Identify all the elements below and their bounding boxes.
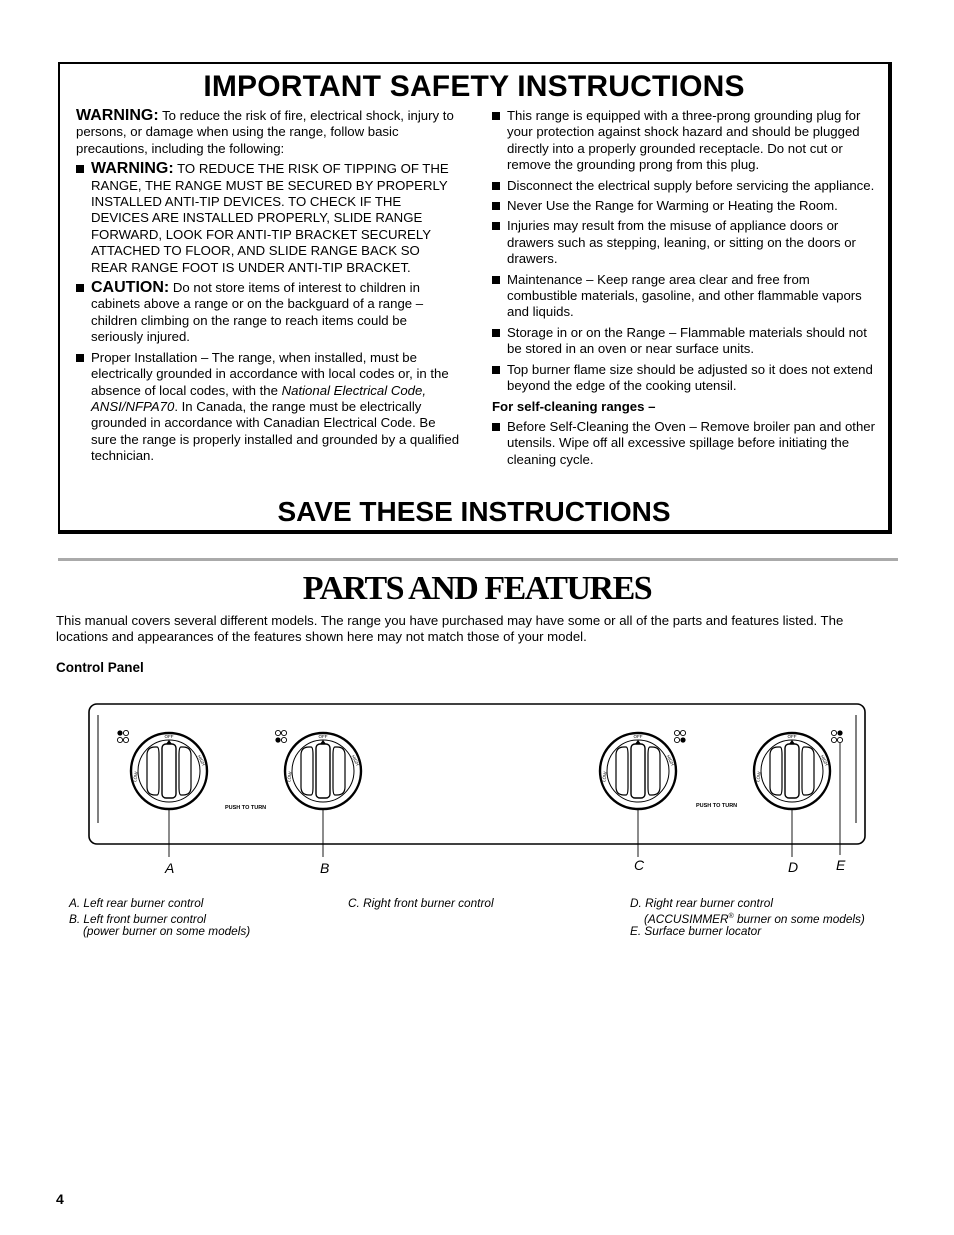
bullet-square-icon — [76, 284, 84, 292]
left-front-burner-knob[interactable] — [285, 733, 361, 809]
callout-lines-ext — [88, 845, 866, 859]
safety-bullet: Maintenance – Keep range area clear and free from combustible materials, gasoline, and other flammable vapors and liquids. — [492, 272, 876, 321]
callout-b: B — [320, 860, 330, 876]
bullet-square-icon — [492, 423, 500, 431]
knob-low-label: LOW — [755, 771, 762, 783]
callout-d: D — [788, 859, 799, 875]
right-rear-burner-knob[interactable] — [754, 733, 830, 809]
safety-title: IMPORTANT SAFETY INSTRUCTIONS — [203, 70, 745, 103]
bullet-square-icon — [492, 329, 500, 337]
caption-b: B. Left front burner control — [69, 912, 207, 926]
warning-intro: WARNING: To reduce the risk of fire, electrical shock, injury to persons, or damage when using the range, follow basic precautions, including the following: — [76, 107, 454, 156]
bullet-square-icon — [492, 202, 500, 210]
control-panel-diagram — [88, 703, 866, 845]
tip-warning-bullet: WARNING: TO REDUCE THE RISK OF TIPPING OF THE RANGE, THE RANGE MUST BE SECURED BY PROPERLY INSTALLED ANTI-TIP DEVICES. TO CHECK IF THE DEVICES ARE INSTALLED PROPERLY, SLIDE RANGE FORWARD, LOOK FOR ANTI-TIP BRACKET SECURELY ATTACHED TO FLOOR, AND SLIDE RANGE BACK SO REAR RANGE FOOT IS UNDER ANTI-TIP BRACKET. — [76, 161, 460, 276]
self-clean-heading: For self-cleaning ranges – — [492, 398, 656, 414]
knob-off-label: OFF — [787, 734, 797, 739]
bullet-square-icon — [492, 276, 500, 284]
caption-a: A. Left rear burner control — [69, 896, 204, 910]
knob-high-label: HIGH — [665, 754, 676, 767]
bullet-square-icon — [492, 222, 500, 230]
safety-instructions-box — [58, 62, 892, 534]
page-number: 4 — [56, 1191, 64, 1207]
caption-d: D. Right rear burner control — [630, 896, 773, 910]
section-divider — [58, 558, 898, 561]
safety-bullet: Top burner flame size should be adjusted so it does not extend beyond the edge of the cooking utensil. — [492, 362, 876, 395]
callout-a: A — [165, 860, 175, 876]
caption-c: C. Right front burner control — [348, 896, 494, 910]
safety-bullet: This range is equipped with a three-prong grounding plug for your protection against shock hazard and should be plugged directly into a properly grounded receptacle. Do not cut or remove the grounding prong from this plug. — [492, 108, 876, 174]
knob-low-label: LOW — [601, 771, 608, 783]
caption-d-note: (ACCUSIMMER® burner on some models) — [644, 911, 865, 926]
bullet-square-icon — [76, 165, 84, 173]
callout-c: C — [634, 857, 645, 873]
bullet-square-icon — [492, 112, 500, 120]
push-to-turn-label-left: PUSH TO TURN — [225, 805, 267, 811]
bullet-square-icon — [76, 354, 84, 362]
caption-b-note: (power burner on some models) — [83, 924, 251, 938]
push-to-turn-label-right: PUSH TO TURN — [696, 803, 738, 809]
safety-bullet: Storage in or on the Range – Flammable materials should not be stored in an oven or near surface units. — [492, 325, 876, 358]
save-instructions-title: SAVE THESE INSTRUCTIONS — [277, 496, 671, 527]
caution-bullet: CAUTION: Do not store items of interest to children in cabinets above a range or on the backguard of a range – children climbing on the range to reach items could be seriously injured. — [76, 280, 460, 346]
knob-low-label: LOW — [132, 771, 139, 783]
parts-intro: This manual covers several different models. The range you have purchased may have some or all of the parts and features listed. The locations and appearances of the features shown here may not match those of your model. — [56, 613, 844, 645]
safety-left-column — [76, 108, 460, 469]
knob-high-label: HIGH — [196, 754, 207, 767]
control-panel-heading: Control Panel — [56, 660, 144, 675]
knob-high-label: HIGH — [350, 754, 361, 767]
parts-title: PARTS AND FEATURES — [302, 570, 652, 607]
bullet-square-icon — [492, 366, 500, 374]
safety-bullet: Disconnect the electrical supply before servicing the appliance. — [492, 178, 876, 194]
knob-low-label: LOW — [286, 771, 293, 783]
knob-off-label: OFF — [633, 734, 643, 739]
safety-bullet: Never Use the Range for Warming or Heating the Room. — [492, 198, 876, 214]
safety-right-column — [492, 108, 876, 472]
callout-e: E — [836, 857, 846, 873]
safety-bullet: Injuries may result from the misuse of appliance doors or drawers such as stepping, leaning, or sitting on the doors or drawers. — [492, 218, 876, 267]
installation-bullet: Proper Installation – The range, when installed, must be electrically grounded in accordance with local codes or, in the absence of local codes, with the National Electrical Code, ANSI/NFPA70. In Canada, the range must be electrically grounded in accordance with Canadian Electrical Code. Be sure the range is properly installed and grounded by a qualified technician. — [76, 350, 460, 465]
knob-off-label: OFF — [164, 734, 174, 739]
caption-e: E. Surface burner locator — [630, 924, 762, 938]
knob-high-label: HIGH — [819, 754, 830, 767]
self-clean-bullet: Before Self-Cleaning the Oven – Remove broiler pan and other utensils. Wipe off all excessive spillage before initiating the cleaning cycle. — [492, 419, 876, 468]
right-front-burner-knob[interactable] — [600, 733, 676, 809]
left-rear-burner-knob[interactable] — [131, 733, 207, 809]
knob-off-label: OFF — [318, 734, 328, 739]
bullet-square-icon — [492, 182, 500, 190]
